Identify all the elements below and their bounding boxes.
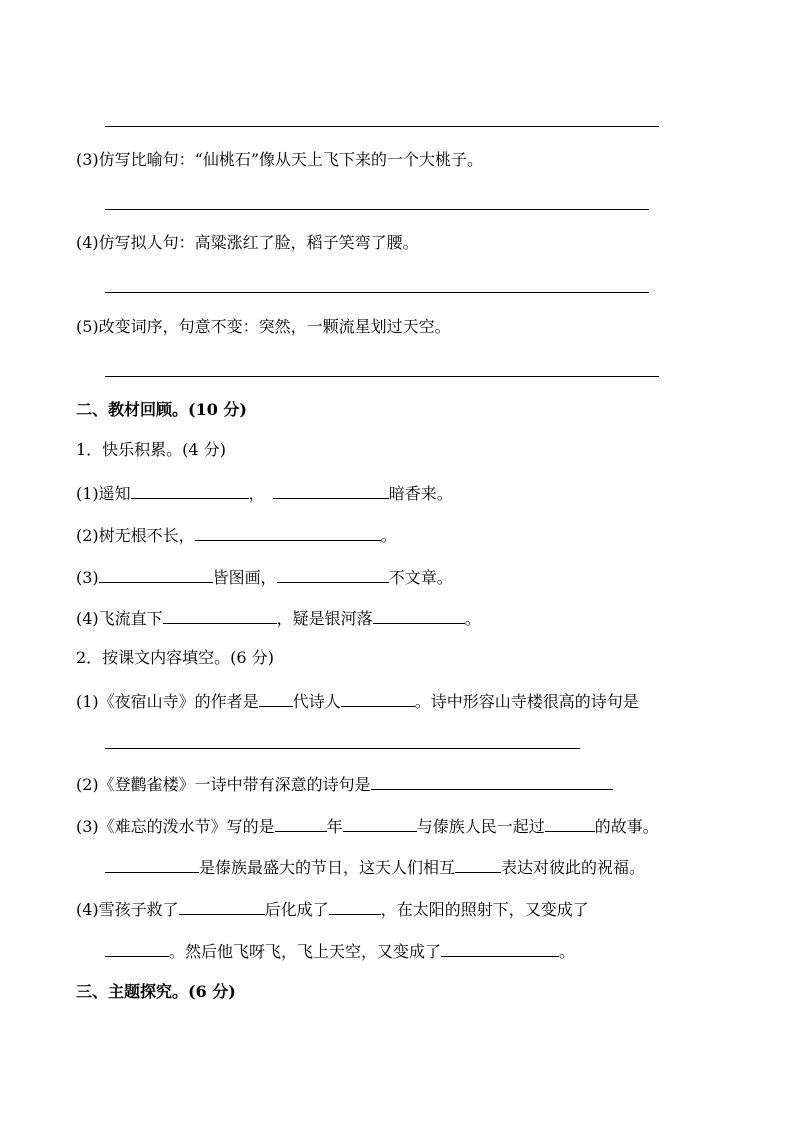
fill-item-2-3-cont [105,856,645,878]
item-text: (4)雪孩子救了 [76,900,179,919]
answer-line-2-1[interactable] [105,748,580,749]
answer-line-4[interactable] [105,292,649,293]
subsection-2-title: 2．按课文内容填空。(6 分) [76,648,274,667]
fill-blank[interactable] [131,482,249,499]
fill-blank[interactable] [179,898,265,915]
fill-blank[interactable] [273,482,389,499]
item-text: 与傣族人民一起过 [416,817,545,836]
item-text: (2)树无根不长， [76,526,195,545]
fill-blank[interactable] [371,773,613,790]
item-text: 的故事。 [594,817,659,836]
fill-item-1-4 [76,607,481,629]
item-text: 。 [464,609,481,628]
question-5-text: (5)改变词序，句意不变：突然，一颗流星划过天空。 [76,317,451,336]
answer-line-1[interactable] [105,126,659,127]
fill-blank[interactable] [163,607,277,624]
item-text: (3) [76,568,99,587]
item-text: (2)《登鹳雀楼》一诗中带有深意的诗句是 [76,775,371,794]
answer-line-3[interactable] [105,209,649,210]
subsection-1-title: 1．快乐积累。(4 分) [76,440,226,459]
item-text: (3)《难忘的泼水节》写的是 [76,817,275,836]
fill-item-2-3 [76,815,659,837]
item-text: 皆图画， [212,568,277,587]
item-text: 。诗中形容山寺楼很高的诗句是 [414,692,639,711]
question-3-text: (3)仿写比喻句：“仙桃石”像从天上飞下来的一个大桃子。 [76,150,484,169]
item-text: 暗香来。 [388,484,453,503]
item-text: 表达对彼此的祝福。 [501,858,646,877]
fill-blank[interactable] [99,566,213,583]
fill-blank[interactable] [441,940,559,957]
section-2-heading: 二、教材回顾。(10 分) [76,400,247,419]
item-text: 后化成了 [264,900,329,919]
item-text: (1)遥知 [76,484,131,503]
answer-line-5[interactable] [105,376,659,377]
item-text: ， [248,484,265,503]
fill-blank[interactable] [275,815,327,832]
fill-item-1-3 [76,566,453,588]
fill-blank[interactable] [373,607,465,624]
fill-item-2-2 [76,773,613,795]
question-4-text: (4)仿写拟人句：高粱涨红了脸，稻子笑弯了腰。 [76,233,419,252]
fill-blank[interactable] [105,940,169,957]
fill-blank[interactable] [455,856,501,873]
item-text: ，疑是银河落 [276,609,373,628]
item-text: 。然后他飞呀飞，飞上天空，又变成了 [169,942,442,961]
item-text: 。 [559,942,576,961]
item-text: (4)飞流直下 [76,609,163,628]
section-3-heading: 三、主题探究。(6 分) [76,982,236,1001]
item-text: (1)《夜宿山寺》的作者是 [76,692,259,711]
fill-item-1-2 [76,524,397,546]
fill-blank[interactable] [259,690,293,707]
fill-item-2-4-cont [105,940,575,962]
fill-blank[interactable] [329,898,381,915]
item-text: 是傣族最盛大的节日，这天人们相互 [199,858,456,877]
fill-blank[interactable] [343,815,417,832]
item-text: 。 [380,526,397,545]
item-text: 年 [326,817,343,836]
fill-blank[interactable] [545,815,595,832]
fill-item-2-4 [76,898,589,920]
fill-item-2-1 [76,690,639,712]
fill-blank[interactable] [195,524,381,541]
item-text: 代诗人 [292,692,341,711]
fill-blank[interactable] [341,690,415,707]
fill-item-1-1 [76,482,453,504]
fill-blank[interactable] [277,566,389,583]
item-text: ，在太阳的照射下，又变成了 [380,900,589,919]
fill-blank[interactable] [105,856,199,873]
item-text: 不文章。 [388,568,453,587]
